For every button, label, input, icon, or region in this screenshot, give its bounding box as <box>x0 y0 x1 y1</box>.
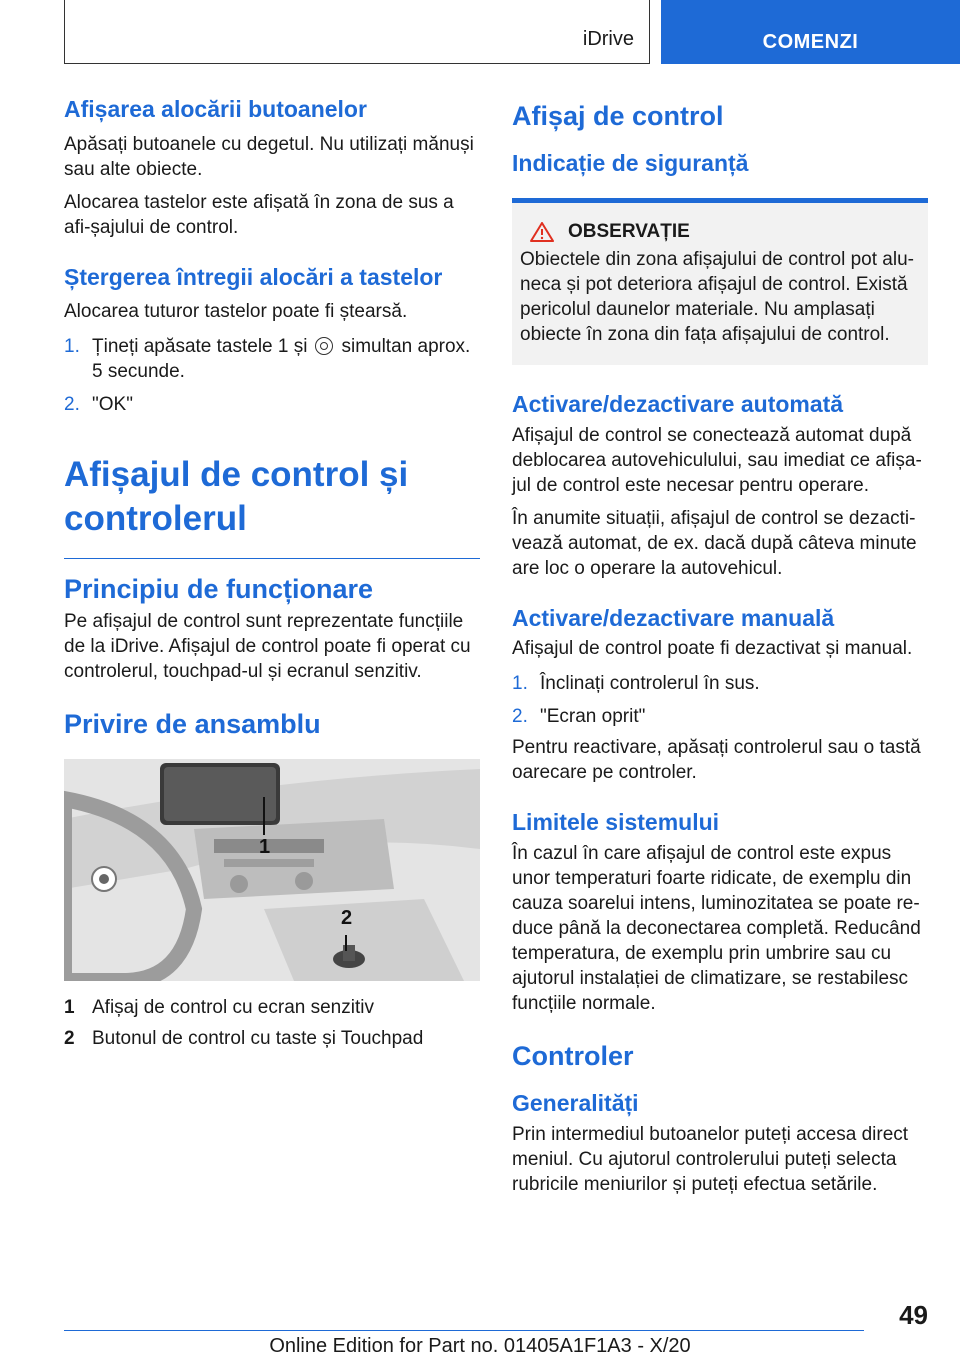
dashboard-figure <box>64 759 480 981</box>
step-text-a: Țineți apăsate tastele 1 și <box>92 336 308 358</box>
paragraph-general: Prin intermediul butoanelor puteți accesa direct meniul. Cu ajutorul controlerului puteți selecta rubricile meniurilor și puteți efectua setările. <box>512 1123 909 1195</box>
step-text-b: simultan aprox. 5 secunde. <box>92 336 471 383</box>
step-number: 2. <box>64 394 80 416</box>
header-frame <box>64 0 650 64</box>
page-number: 49 <box>899 1300 928 1330</box>
paragraph-delete: Alocarea tuturor tastelor poate fi ștearsă. <box>64 301 408 323</box>
legend-number: 2 <box>64 1027 75 1049</box>
paragraph-reactivate: Pentru reactivare, apăsați controlerul sau o tastă oarecare pe controler. <box>512 737 921 784</box>
legend-text: Butonul de control cu taste și Touchpad <box>92 1027 424 1049</box>
notice-box <box>512 198 928 365</box>
legend-item <box>64 995 480 1020</box>
step-text: "Ecran oprit" <box>540 706 646 728</box>
paragraph-auto-2: În anumite situații, afișajul de control se dezacti-vează automat, de ex. dacă după câteva minute are loc o operare la autovehicul. <box>512 507 917 579</box>
footer-divider <box>64 1330 864 1331</box>
heading-overview: Privire de ansamblu <box>64 709 321 740</box>
notice-text: Obiectele din zona afișajului de control pot alu-neca și pot deteriora afișajul de control. Există pericolul daunelor materiale. Nu amplasați obiecte în zona din fața afișajului de control. <box>520 248 914 345</box>
heading-display-and-controller: Afișajul de control și controlerul <box>64 455 409 538</box>
paragraph-principle: Pe afișajul de control sunt reprezentate funcțiile de la iDrive. Afișajul de control poate fi operat cu controlerul, touchpad-ul și ecranul senzitiv. <box>64 611 471 683</box>
settings-icon <box>315 337 333 355</box>
notice-title: OBSERVAȚIE <box>568 220 690 242</box>
heading-operating-principle: Principiu de funcționare <box>64 573 374 604</box>
heading-general: Generalități <box>512 1090 639 1117</box>
legend-text: Afișaj de control cu ecran senzitiv <box>92 996 374 1018</box>
legend-item <box>64 1026 480 1051</box>
heading-system-limits: Limitele sistemului <box>512 809 720 836</box>
left-column <box>64 96 480 1051</box>
heading-manual-activation: Activare/dezactivare manuală <box>512 604 835 631</box>
step-text: "OK" <box>92 394 133 416</box>
heading-auto-activation: Activare/dezactivare automată <box>512 390 844 417</box>
heading-delete-allocation: Ștergerea întregii alocări a tastelor <box>64 263 443 290</box>
paragraph-alloc-2: Alocarea tastelor este afișată în zona de sus a afi-șajului de control. <box>64 191 454 238</box>
list-item <box>64 392 480 417</box>
callout-2: 2 <box>341 906 353 929</box>
heading-control-display: Afișaj de control <box>512 101 724 131</box>
list-item <box>512 671 928 696</box>
step-number: 1. <box>512 673 528 695</box>
figure-legend <box>64 995 480 1051</box>
paragraph-alloc-1: Apăsați butoanele cu degetul. Nu utilizați mănuși sau alte obiecte. <box>64 133 474 180</box>
heading-controller: Controler <box>512 1040 634 1071</box>
callout-1: 1 <box>259 835 271 858</box>
manual-steps-list <box>512 671 928 729</box>
delete-steps-list <box>64 334 480 417</box>
paragraph-limits: În cazul în care afișajul de control este expus unor temperaturi foarte ridicate, de exemplu din cauza soarelui intens, luminozitatea se poate re-duce până la deconectarea completă. Reducând temperatura, de exemplu prin umbrire sau cu ajutorul instalației de climatizare, se restabilesc funcțiile normale. <box>512 842 921 1014</box>
heading-button-allocation: Afișarea alocării butoanelor <box>64 96 367 122</box>
section-divider <box>64 558 480 559</box>
dashboard-illustration <box>64 759 480 981</box>
step-text: Înclinați controlerul în sus. <box>540 673 760 695</box>
step-number: 1. <box>64 336 80 358</box>
heading-safety-note: Indicație de siguranță <box>512 150 749 177</box>
header-section-title: iDrive <box>582 28 634 50</box>
step-number: 2. <box>512 706 528 728</box>
warning-icon <box>530 222 554 242</box>
paragraph-auto-1: Afișajul de control se conectează automat după deblocarea autovehiculului, sau imediat ce afișa-jul de control este necesar pentru operare. <box>512 424 922 496</box>
list-item <box>64 334 480 384</box>
list-item <box>512 704 928 729</box>
footer-edition: Online Edition for Part no. 01405A1F1A3 - X/20 <box>269 1335 691 1357</box>
paragraph-manual: Afișajul de control poate fi dezactivat și manual. <box>512 638 913 660</box>
header-chapter-tab: COMENZI <box>661 0 960 64</box>
right-column <box>512 96 928 1197</box>
legend-number: 1 <box>64 996 75 1018</box>
